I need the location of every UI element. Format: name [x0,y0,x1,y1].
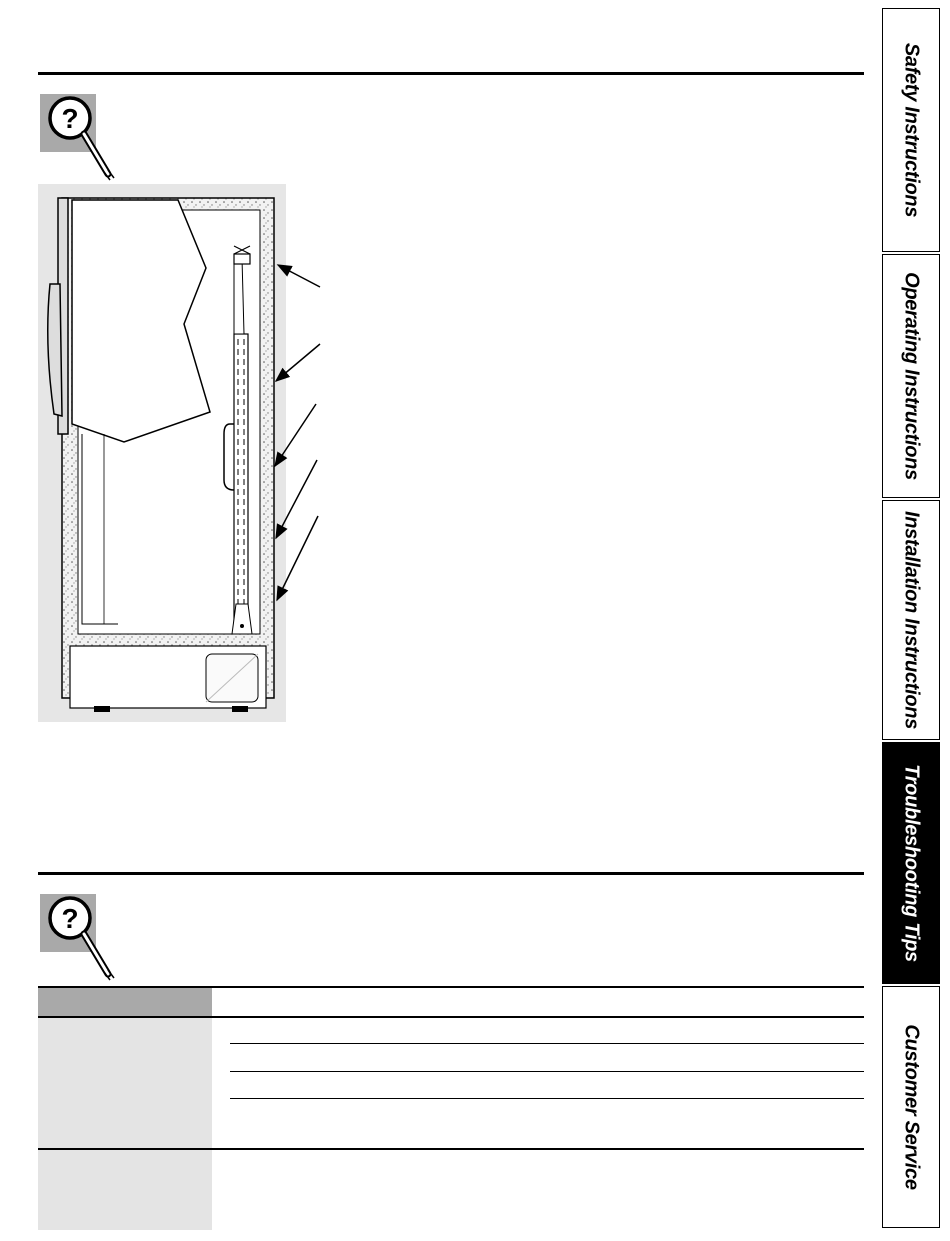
tab-customer-service[interactable]: Customer Service [882,986,940,1228]
svg-text:?: ? [61,103,79,134]
table-subrow-rule [230,1071,864,1072]
tab-installation-instructions[interactable]: Installation Instructions [882,500,940,740]
table-subrow-rule [230,1043,864,1044]
question-magnifier-icon [38,890,118,986]
table-header-cell [38,988,212,1016]
table-row-label-cell [38,1018,212,1148]
question-magnifier-icon [38,90,118,186]
tab-troubleshooting-tips[interactable]: Troubleshooting Tips [882,742,940,984]
tab-operating-instructions[interactable]: Operating Instructions [882,254,940,498]
tab-safety-instructions[interactable]: Safety Instructions [882,8,940,252]
table-row-label-cell [38,1150,212,1230]
refrigerator-cross-section [38,184,286,722]
table-subrow-rule [230,1098,864,1099]
section-divider-top [38,72,864,75]
svg-text:?: ? [61,903,79,934]
section-divider-bottom [38,872,864,875]
